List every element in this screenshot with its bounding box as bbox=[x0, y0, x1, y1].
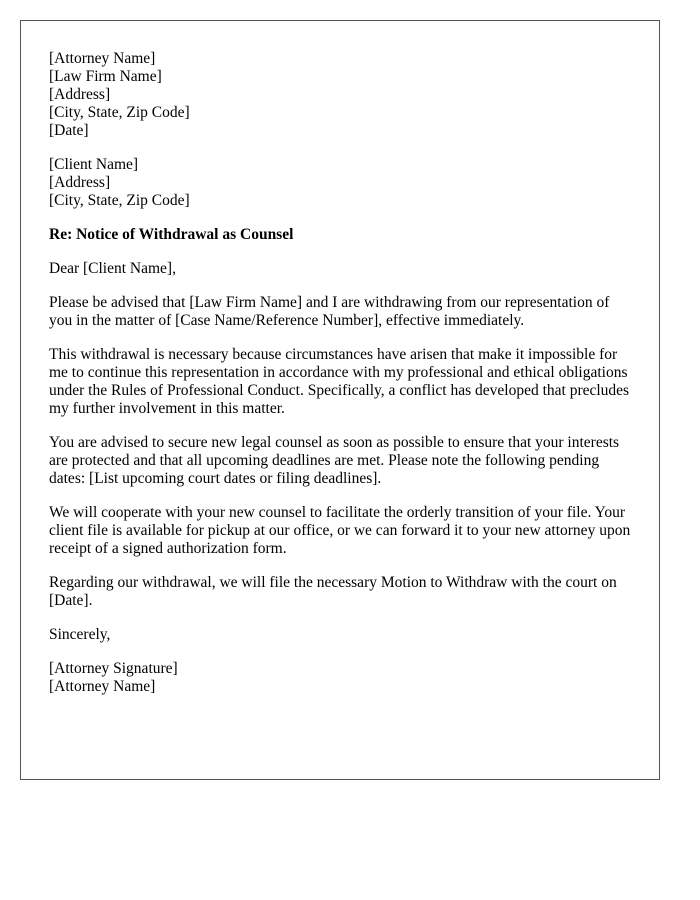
sender-law-firm-name: [Law Firm Name] bbox=[49, 68, 162, 85]
body-paragraph: You are advised to secure new legal counsel as soon as possible to ensure that your interests are protected and that all upcoming deadlines are met. Please note the following pending dates: [List upcoming court dates or filing deadlines]. bbox=[49, 434, 620, 487]
attorney-signature: [Attorney Signature] bbox=[49, 660, 178, 677]
recipient-client-name: [Client Name] bbox=[49, 156, 139, 173]
sender-attorney-name: [Attorney Name] bbox=[49, 50, 156, 67]
signature-block bbox=[49, 660, 631, 696]
attorney-name: [Attorney Name] bbox=[49, 678, 156, 695]
body-paragraph: We will cooperate with your new counsel to facilitate the orderly transition of your file. Your client file is available for pickup at our office, or we can forward it to your new attorney upon receipt of a signed authorization form. bbox=[49, 504, 631, 557]
letter-date: [Date] bbox=[49, 122, 89, 139]
recipient-city-state-zip: [City, State, Zip Code] bbox=[49, 192, 190, 209]
body-paragraph: Regarding our withdrawal, we will file the necessary Motion to Withdraw with the court on [Date]. bbox=[49, 574, 617, 609]
body-paragraph: This withdrawal is necessary because circumstances have arisen that make it impossible for me to continue this representation in accordance with my professional and ethical obligations under the Rules of Professional Conduct. Specifically, a conflict has developed that precludes my further involvement in this matter. bbox=[49, 346, 630, 417]
subject-line: Re: Notice of Withdrawal as Counsel bbox=[49, 226, 294, 243]
sender-city-state-zip: [City, State, Zip Code] bbox=[49, 104, 190, 121]
recipient-address: [Address] bbox=[49, 174, 111, 191]
recipient-block bbox=[49, 156, 631, 210]
letter-page bbox=[20, 20, 660, 780]
body-paragraph: Please be advised that [Law Firm Name] and I are withdrawing from our representation of you in the matter of [Case Name/Reference Number], effective immediately. bbox=[49, 294, 610, 329]
sender-address: [Address] bbox=[49, 86, 111, 103]
sender-block bbox=[49, 50, 631, 140]
salutation: Dear [Client Name], bbox=[49, 260, 176, 277]
closing: Sincerely, bbox=[49, 626, 111, 643]
